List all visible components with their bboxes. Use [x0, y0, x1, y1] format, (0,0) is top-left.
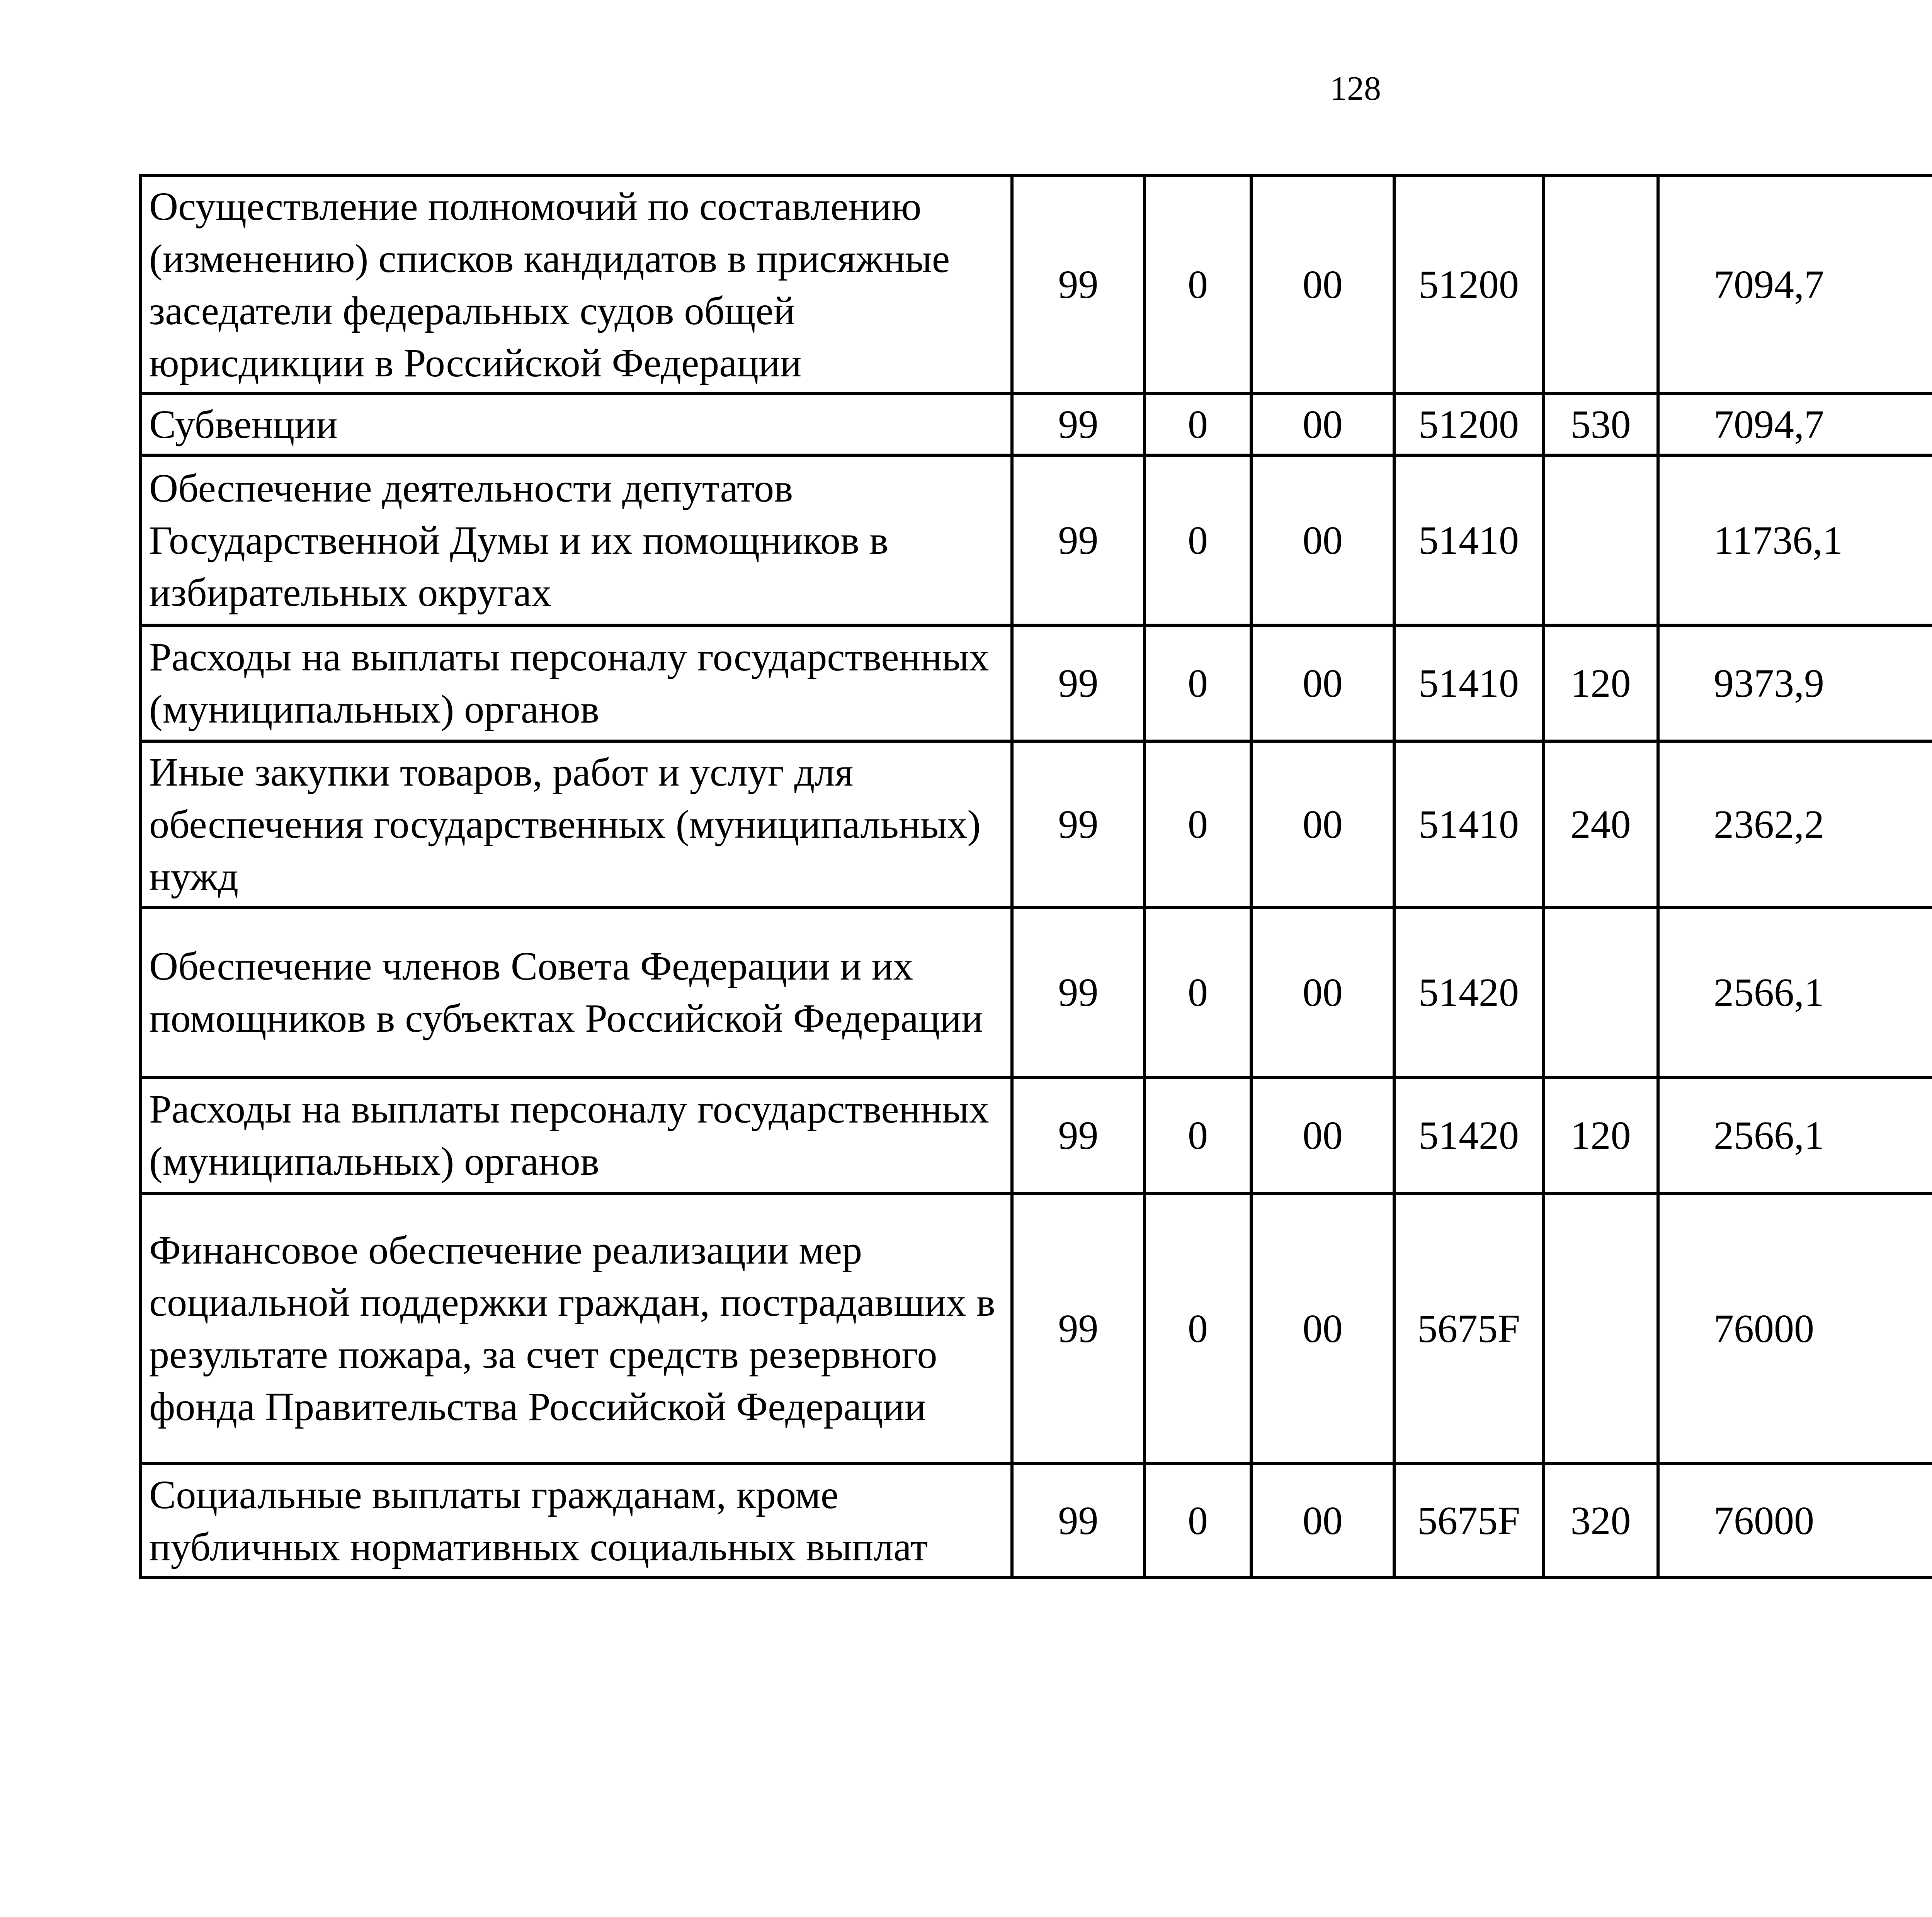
code-item-cell: 51420 [1394, 1077, 1543, 1193]
table-body [141, 175, 1932, 1578]
code-group-cell: 00 [1251, 625, 1394, 741]
code-subsection-cell: 0 [1145, 1193, 1251, 1464]
code-item-cell: 51200 [1394, 394, 1543, 455]
row-name-cell: Осуществление полномочий по составлению (изменению) списков кандидатов в присяжные заседатели федеральных судов общей юрисдикции в Российской Федерации [141, 175, 1012, 394]
code-subsection-cell: 0 [1145, 907, 1251, 1077]
row-name-cell: Социальные выплаты гражданам, кроме публичных нормативных социальных выплат [141, 1464, 1012, 1578]
expense-type-cell [1543, 1193, 1658, 1464]
code-section-cell: 99 [1012, 175, 1145, 394]
code-section-cell: 99 [1012, 1077, 1145, 1193]
code-group-cell: 00 [1251, 907, 1394, 1077]
code-subsection-cell: 0 [1145, 741, 1251, 907]
row-name-cell: Расходы на выплаты персоналу государственных (муниципальных) органов [141, 625, 1012, 741]
expense-type-cell: 240 [1543, 741, 1658, 907]
expense-type-cell: 120 [1543, 625, 1658, 741]
row-name-cell: Обеспечение деятельности депутатов Государственной Думы и их помощников в избирательных округах [141, 455, 1012, 625]
budget-table [139, 174, 1932, 1579]
code-item-cell: 51410 [1394, 625, 1543, 741]
row-name-cell: Расходы на выплаты персоналу государственных (муниципальных) органов [141, 1077, 1012, 1193]
code-item-cell: 51410 [1394, 455, 1543, 625]
row-name-cell: Иные закупки товаров, работ и услуг для обеспечения государственных (муниципальных) нужд [141, 741, 1012, 907]
table-row [141, 1077, 1932, 1193]
code-group-cell: 00 [1251, 175, 1394, 394]
code-section-cell: 99 [1012, 394, 1145, 455]
code-group-cell: 00 [1251, 455, 1394, 625]
amount-year1-cell: 11736,1 [1658, 455, 1932, 625]
code-group-cell: 00 [1251, 1464, 1394, 1578]
table-row [141, 394, 1932, 455]
table-row [141, 1464, 1932, 1578]
amount-year1-cell: 2566,1 [1658, 1077, 1932, 1193]
code-subsection-cell: 0 [1145, 394, 1251, 455]
amount-year1-cell: 7094,7 [1658, 394, 1932, 455]
table-row [141, 455, 1932, 625]
amount-year1-cell: 76000 [1658, 1464, 1932, 1578]
code-section-cell: 99 [1012, 625, 1145, 741]
table-row [141, 741, 1932, 907]
code-item-cell: 5675F [1394, 1464, 1543, 1578]
code-subsection-cell: 0 [1145, 1464, 1251, 1578]
expense-type-cell: 120 [1543, 1077, 1658, 1193]
code-subsection-cell: 0 [1145, 1077, 1251, 1193]
amount-year1-cell: 2566,1 [1658, 907, 1932, 1077]
table-row [141, 625, 1932, 741]
table-row [141, 175, 1932, 394]
expense-type-cell: 320 [1543, 1464, 1658, 1578]
amount-year1-cell: 7094,7 [1658, 175, 1932, 394]
table-row [141, 907, 1932, 1077]
expense-type-cell [1543, 175, 1658, 394]
code-item-cell: 51420 [1394, 907, 1543, 1077]
code-item-cell: 51200 [1394, 175, 1543, 394]
amount-year1-cell: 76000 [1658, 1193, 1932, 1464]
code-group-cell: 00 [1251, 741, 1394, 907]
code-section-cell: 99 [1012, 455, 1145, 625]
amount-year1-cell: 2362,2 [1658, 741, 1932, 907]
code-subsection-cell: 0 [1145, 625, 1251, 741]
table-row [141, 1193, 1932, 1464]
code-group-cell: 00 [1251, 1193, 1394, 1464]
code-group-cell: 00 [1251, 394, 1394, 455]
expense-type-cell: 530 [1543, 394, 1658, 455]
code-item-cell: 5675F [1394, 1193, 1543, 1464]
row-name-cell: Субвенции [141, 394, 1012, 455]
code-subsection-cell: 0 [1145, 455, 1251, 625]
row-name-cell: Финансовое обеспечение реализации мер социальной поддержки граждан, пострадавших в результате пожара, за счет средств резервного фонда Правительства Российской Федерации [141, 1193, 1012, 1464]
code-item-cell: 51410 [1394, 741, 1543, 907]
expense-type-cell [1543, 907, 1658, 1077]
row-name-cell: Обеспечение членов Совета Федерации и их помощников в субъектах Российской Федерации [141, 907, 1012, 1077]
code-subsection-cell: 0 [1145, 175, 1251, 394]
code-section-cell: 99 [1012, 741, 1145, 907]
amount-year1-cell: 9373,9 [1658, 625, 1932, 741]
expense-type-cell [1543, 455, 1658, 625]
code-section-cell: 99 [1012, 907, 1145, 1077]
code-section-cell: 99 [1012, 1193, 1145, 1464]
page-number: 128 [1330, 70, 1381, 107]
code-section-cell: 99 [1012, 1464, 1145, 1578]
code-group-cell: 00 [1251, 1077, 1394, 1193]
